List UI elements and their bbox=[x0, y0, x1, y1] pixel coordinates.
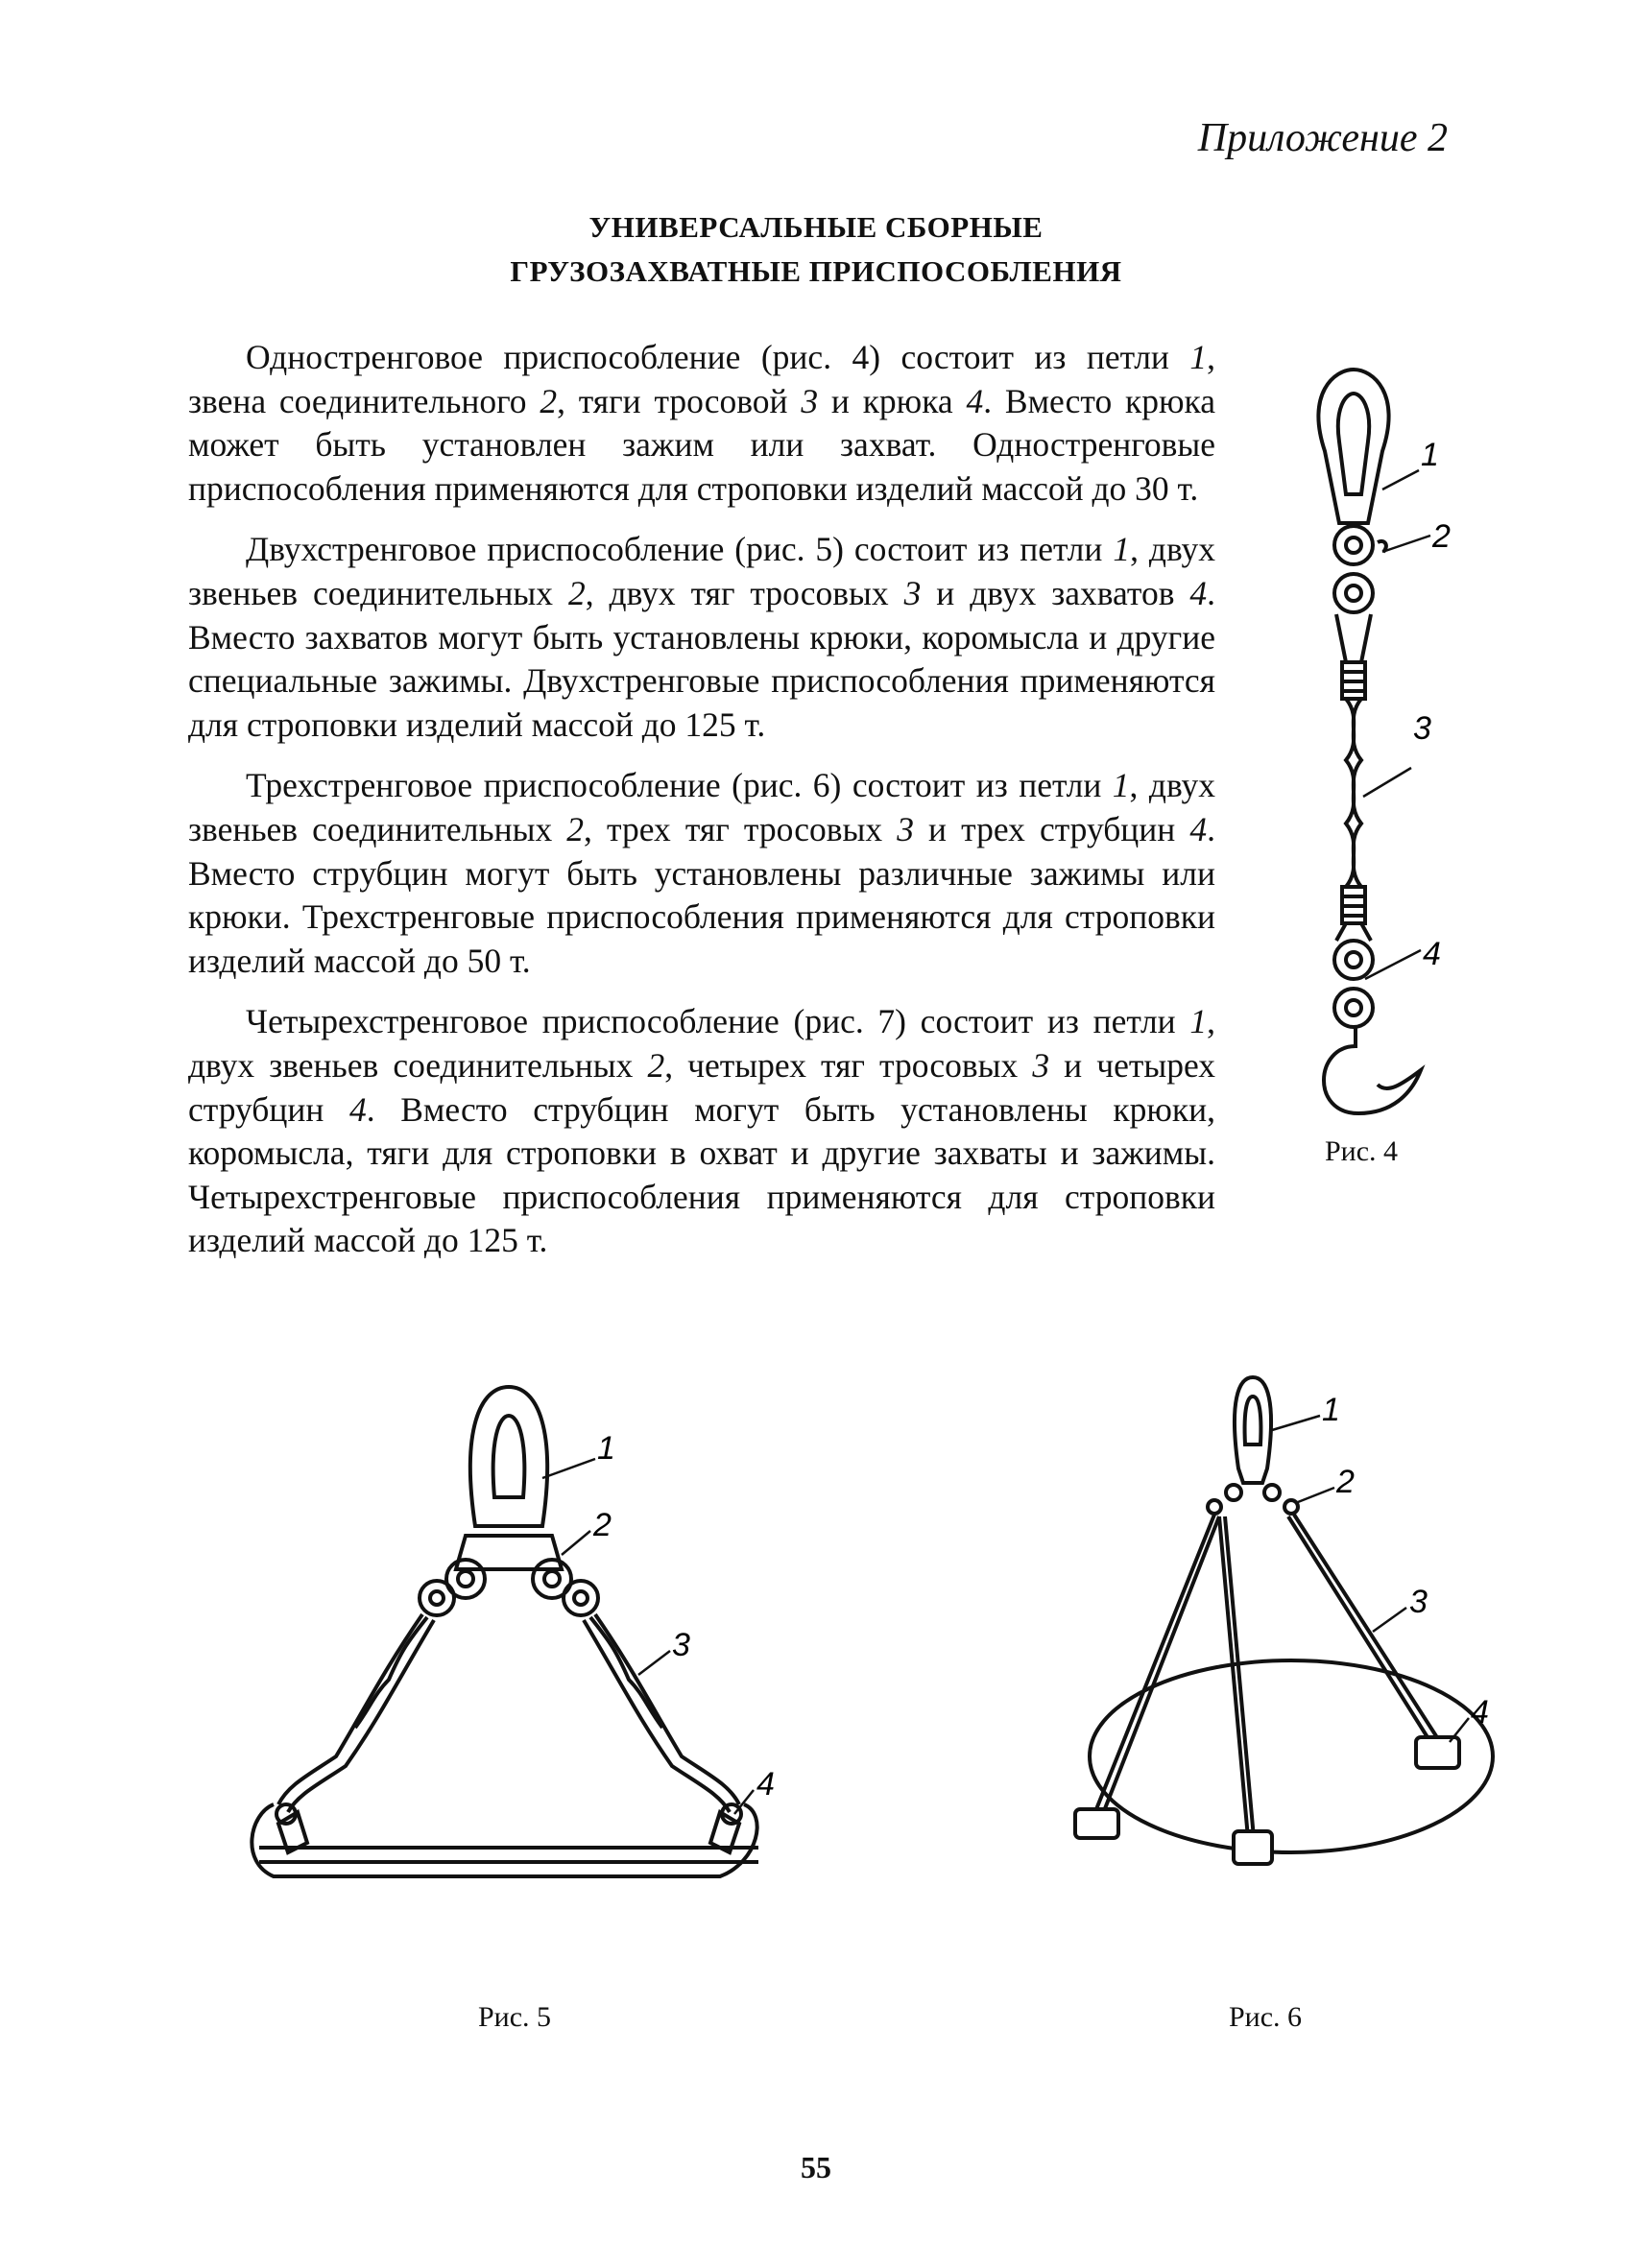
figure-4-single-leg-sling bbox=[1286, 355, 1498, 1113]
fig5-label-2: 2 bbox=[593, 1507, 612, 1543]
paragraph-four-leg: Четырехстренговое приспособление (рис. 7) состоит из петли 1, двух звеньев соединительных 2, четырех тяг тросовых 3 и четырех струбцин 4. Вместо струбцин могут быть установлены крюки, коромысла, тяги для строповки в охват и другие захваты и зажимы. Четырехстренговые приспособления применяются для строповки изделий массой до 125 т. bbox=[188, 1002, 1216, 1260]
figure-6-three-leg-sling bbox=[1046, 1363, 1498, 1910]
figure-5-two-leg-sling bbox=[182, 1363, 874, 1900]
paragraph-single-leg: Одностренговое приспособление (рис. 4) состоит из петли 1, звена соединительного 2, тяги тросовой 3 и крюка 4. Вместо крюка может быть установлен зажим или захват. Одностренговые приспособления применяются для строповки изделий массой до 30 т. bbox=[188, 338, 1215, 508]
fig6-label-2: 2 bbox=[1336, 1464, 1355, 1500]
fig4-label-2: 2 bbox=[1432, 518, 1451, 555]
fig4-label-3: 3 bbox=[1413, 710, 1431, 747]
fig6-label-1: 1 bbox=[1322, 1392, 1340, 1428]
fig5-label-1: 1 bbox=[597, 1430, 615, 1467]
appendix-label: Приложение 2 bbox=[1197, 116, 1448, 160]
figure-6-caption: Рис. 6 bbox=[1229, 2001, 1303, 2033]
section-title-line-2: ГРУЗОЗАХВАТНЫЕ ПРИСПОСОБЛЕНИЯ bbox=[510, 254, 1122, 288]
page-number: 55 bbox=[801, 2150, 831, 2184]
paragraph-three-leg: Трехстренговое приспособление (рис. 6) состоит из петли 1, двух звеньев соединительных 2, трех тяг тросовых 3 и трех струбцин 4. Вместо струбцин могут быть установлены различные зажимы или крюки. Трехстренговые приспособления применяются для строповки изделий массой до 50 т. bbox=[188, 766, 1216, 980]
fig4-label-1: 1 bbox=[1421, 437, 1439, 473]
fig4-label-4: 4 bbox=[1423, 936, 1441, 972]
fig5-label-3: 3 bbox=[672, 1627, 690, 1663]
figure-4-caption: Рис. 4 bbox=[1325, 1135, 1399, 1167]
paragraph-two-leg: Двухстренговое приспособление (рис. 5) состоит из петли 1, двух звеньев соединительных 2, двух тяг тросовых 3 и двух захватов 4. Вместо захватов могут быть установлены крюки, коромысла и другие специальные зажимы. Двухстренговые приспособления применяются для строповки изделий массой до 125 т. bbox=[188, 530, 1216, 744]
section-title bbox=[0, 205, 1632, 294]
body-text bbox=[188, 336, 1215, 1280]
fig5-label-4: 4 bbox=[756, 1766, 775, 1802]
fig6-label-3: 3 bbox=[1409, 1584, 1428, 1620]
section-title-line-1: УНИВЕРСАЛЬНЫЕ СБОРНЫЕ bbox=[588, 210, 1044, 244]
figure-5-caption: Рис. 5 bbox=[478, 2001, 552, 2033]
fig6-label-4: 4 bbox=[1471, 1694, 1489, 1731]
